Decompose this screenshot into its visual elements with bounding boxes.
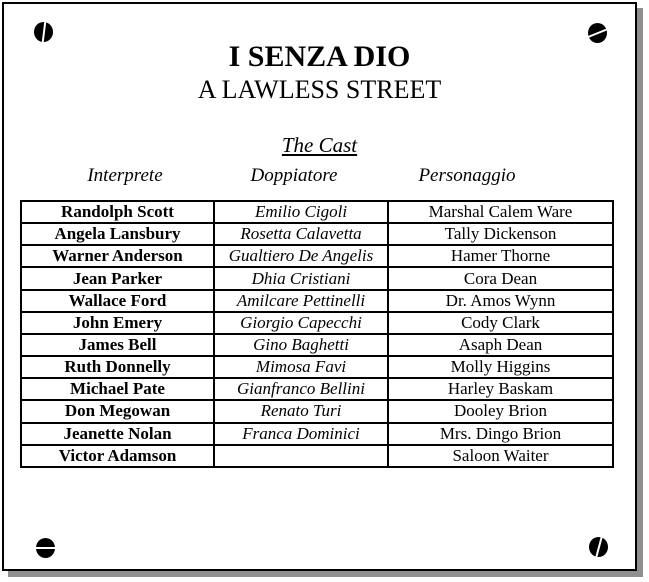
cell-interprete: Jeanette Nolan	[21, 423, 214, 445]
cell-personaggio: Saloon Waiter	[388, 445, 613, 467]
cell-personaggio: Cody Clark	[388, 312, 613, 334]
cell-personaggio: Mrs. Dingo Brion	[388, 423, 613, 445]
cell-doppiatore: Franca Dominici	[214, 423, 388, 445]
cell-doppiatore	[214, 445, 388, 467]
cell-personaggio: Tally Dickenson	[388, 223, 613, 245]
cell-doppiatore: Gualtiero De Angelis	[214, 245, 388, 267]
cell-interprete: Wallace Ford	[21, 290, 214, 312]
cell-interprete: Jean Parker	[21, 267, 214, 289]
plaque-frame	[2, 2, 637, 571]
column-header-doppiatore: Doppiatore	[250, 165, 338, 186]
screw-slot	[595, 536, 603, 558]
screw-icon	[589, 537, 608, 557]
cell-personaggio: Cora Dean	[388, 267, 613, 289]
cell-doppiatore: Gianfranco Bellini	[214, 378, 388, 400]
table-row	[21, 245, 613, 267]
cell-interprete: Warner Anderson	[21, 245, 214, 267]
cell-personaggio: Dr. Amos Wynn	[388, 290, 613, 312]
screw-icon	[36, 538, 55, 558]
cell-personaggio: Marshal Calem Ware	[388, 201, 613, 223]
cell-interprete: Angela Lansbury	[21, 223, 214, 245]
cell-interprete: John Emery	[21, 312, 214, 334]
cell-interprete: James Bell	[21, 334, 214, 356]
page-title: I SENZA DIO	[228, 40, 411, 73]
cell-doppiatore: Dhia Cristiani	[214, 267, 388, 289]
cell-personaggio: Harley Baskam	[388, 378, 613, 400]
cell-doppiatore: Renato Turi	[214, 400, 388, 422]
column-header-interprete: Interprete	[87, 165, 163, 186]
cell-interprete: Victor Adamson	[21, 445, 214, 467]
page-subtitle: A LAWLESS STREET	[197, 75, 442, 104]
table-row	[21, 400, 613, 422]
cell-interprete: Randolph Scott	[21, 201, 214, 223]
table-row	[21, 356, 613, 378]
cell-doppiatore: Gino Baghetti	[214, 334, 388, 356]
column-header-personaggio: Personaggio	[418, 165, 516, 186]
table-row	[21, 201, 613, 223]
table-row	[21, 445, 613, 467]
screw-icon	[34, 22, 53, 42]
cell-doppiatore: Emilio Cigoli	[214, 201, 388, 223]
cell-doppiatore: Amilcare Pettinelli	[214, 290, 388, 312]
table-row	[21, 290, 613, 312]
cell-personaggio: Dooley Brion	[388, 400, 613, 422]
cell-doppiatore: Giorgio Capecchi	[214, 312, 388, 334]
cast-table	[20, 200, 614, 468]
cell-doppiatore: Rosetta Calavetta	[214, 223, 388, 245]
table-row	[21, 423, 613, 445]
table-row	[21, 267, 613, 289]
table-row	[21, 223, 613, 245]
cell-personaggio: Molly Higgins	[388, 356, 613, 378]
section-heading: The Cast	[281, 133, 358, 157]
screw-slot	[587, 28, 608, 38]
cell-personaggio: Hamer Thorne	[388, 245, 613, 267]
cell-interprete: Ruth Donnelly	[21, 356, 214, 378]
cell-personaggio: Asaph Dean	[388, 334, 613, 356]
cell-doppiatore: Mimosa Favi	[214, 356, 388, 378]
table-row	[21, 378, 613, 400]
table-row	[21, 312, 613, 334]
table-row	[21, 334, 613, 356]
screw-slot	[35, 547, 57, 549]
cell-interprete: Don Megowan	[21, 400, 214, 422]
cell-interprete: Michael Pate	[21, 378, 214, 400]
